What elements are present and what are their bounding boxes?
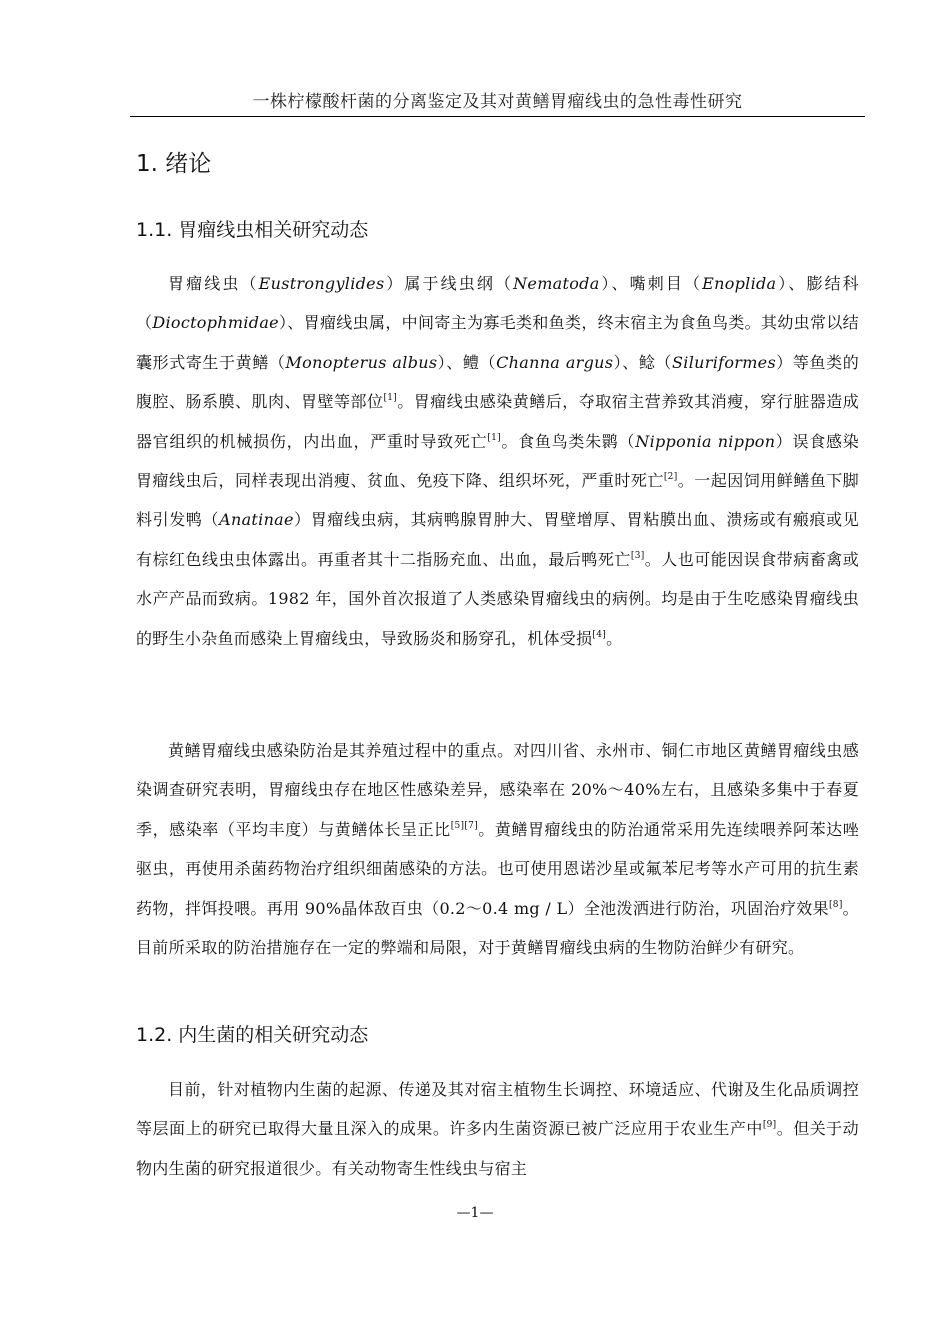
- text-run: ）属于线虫纲（: [384, 274, 514, 293]
- text-run: 。: [606, 628, 623, 648]
- text-run: ）、胃瘤线虫属，中间寄主为寡毛类和鱼类，终末宿主为食鱼鸟类。其幼虫常以结囊形式寄生于黄鳝（: [136, 313, 859, 372]
- citation-ref: [8]: [828, 899, 843, 910]
- body-paragraph: [136, 1070, 859, 1188]
- citation-ref: [1]: [487, 432, 501, 443]
- body-paragraph: [136, 731, 859, 967]
- text-run: 黄鳝胃瘤线虫感染防治是其养殖过程中的重点。对四川省、永州市、铜仁市地区黄鳝胃瘤线虫感染调查研究表明，胃瘤线虫存在地区性感染差异，感染率在 20%～40%左右，且感染多集中于春夏季，感染率（平均丰度）与黄鳝体长呈正比: [136, 741, 859, 839]
- section-heading-1-2: 1.2. 内生菌的相关研究动态: [136, 1024, 369, 1046]
- citation-ref: [2]: [663, 472, 678, 483]
- text-run: ）、鳢（: [437, 352, 497, 372]
- text-run: ）等鱼类的腹腔、肠系膜、肌肉、胃壁等部位: [136, 352, 860, 412]
- text-run: 。但关于动物内生菌的研究报道很少。有关动物寄生性线虫与宿主: [136, 1119, 859, 1178]
- citation-ref: [3]: [630, 550, 645, 561]
- latin-name: Anatinae: [219, 510, 294, 530]
- latin-name: Channa argus: [496, 352, 614, 372]
- latin-name: Siluriformes: [672, 352, 776, 372]
- latin-name: Dioctophmidae: [152, 313, 279, 333]
- latin-name: Eustrongylides: [258, 274, 385, 293]
- chapter-title: 1. 绪论: [136, 151, 212, 177]
- citation-ref: [5][7]: [450, 820, 479, 831]
- latin-name: Nipponia nippon: [635, 431, 776, 451]
- latin-name: Monopterus albus: [285, 352, 438, 372]
- text-run: 。黄鳝胃瘤线虫的防治通常采用先连续喂养阿苯达唑驱虫，再使用杀菌药物治疗组织细菌感染的方法。也可使用恩诺沙星或氟苯尼考等水产可用的抗生素药物，拌饵投喂。再用 90%晶体敌百虫（0.2～0.4 mg / L）全池泼洒进行防治，巩固治疗效果: [136, 819, 859, 918]
- text-run: 胃瘤线虫（: [168, 274, 259, 293]
- section-heading-1-1: 1.1. 胃瘤线虫相关研究动态: [136, 219, 369, 241]
- text-run: ）、鲶（: [613, 352, 673, 372]
- text-run: 。食鱼鸟类朱鹮（: [501, 431, 636, 451]
- text-run: ）误食感染胃瘤线虫后，同样表现出消瘦、贫血、免疫下降、组织坏死，严重时死亡: [136, 431, 859, 491]
- citation-ref: [1]: [383, 393, 398, 404]
- citation-ref: [9]: [762, 1120, 777, 1131]
- text-run: 。胃瘤线虫感染黄鳝后，夺取宿主营养致其消瘦，穿行脏器造成器官组织的机械损伤，内出血，严重时导致死亡: [136, 392, 859, 451]
- latin-name: Nematoda: [513, 274, 600, 293]
- text-run: 。一起因饲用鲜鳝鱼下脚料引发鸭（: [136, 471, 859, 530]
- text-run: ）、膨结科（: [136, 274, 859, 333]
- text-run: 。目前所采取的防治措施存在一定的弊端和局限，对于黄鳝胃瘤线虫病的生物防治鲜少有研究。: [136, 898, 859, 958]
- text-run: ）胃瘤线虫病，其病鸭腺胃肿大、胃壁增厚、胃粘膜出血、溃疡或有瘢痕或见有棕红色线虫虫体露出。再重者其十二指肠充血、出血，最后鸭死亡: [136, 510, 859, 569]
- running-header: 一株柠檬酸杆菌的分离鉴定及其对黄鳝胃瘤线虫的急性毒性研究: [252, 92, 743, 112]
- body-paragraph: [136, 264, 859, 658]
- latin-name: Enoplida: [702, 274, 777, 293]
- text-run: ）、嘴刺目（: [599, 274, 703, 293]
- page-number: —1—: [456, 1205, 494, 1221]
- text-run: 目前，针对植物内生菌的起源、传递及其对宿主植物生长调控、环境适应、代谢及生化品质调控等层面上的研究已取得大量且深入的成果。许多内生菌资源已被广泛应用于农业生产中: [136, 1080, 859, 1139]
- citation-ref: [4]: [592, 629, 607, 640]
- text-run: 。人也可能因误食带病畜禽或水产产品而致病。1982 年，国外首次报道了人类感染胃瘤线虫的病例。均是由于生吃感染胃瘤线虫的野生小杂鱼而感染上胃瘤线虫，导致肠炎和肠穿孔，机体受损: [136, 549, 859, 648]
- header-rule: [130, 116, 865, 117]
